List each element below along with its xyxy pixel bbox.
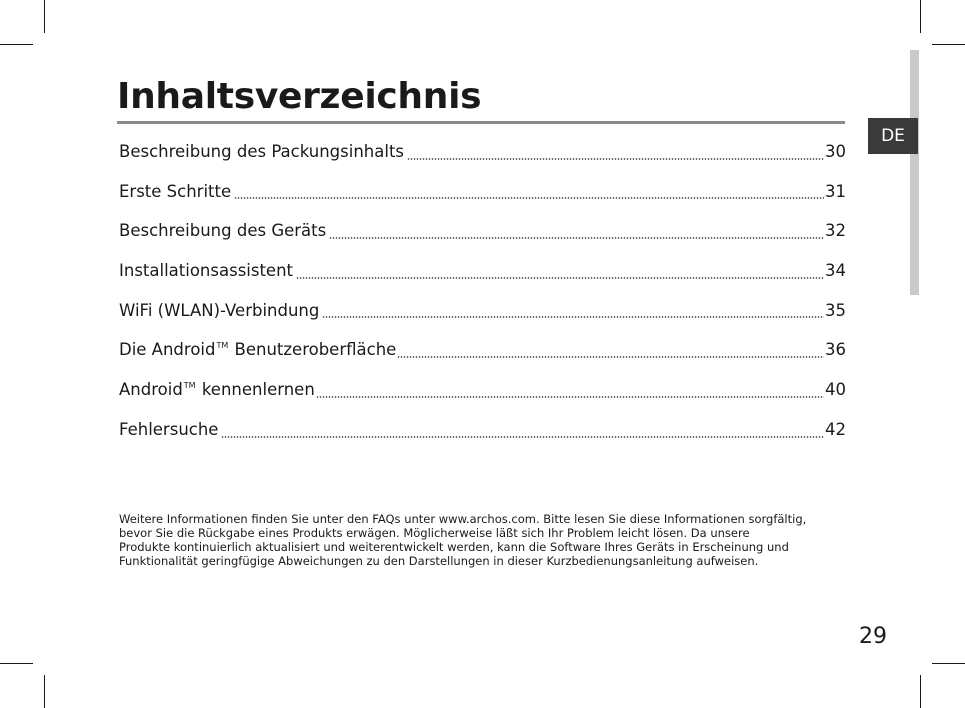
toc-entry[interactable] bbox=[119, 330, 846, 370]
toc-entry-label: Android™ kennenlernen bbox=[119, 380, 315, 400]
toc-entry[interactable] bbox=[119, 251, 846, 291]
dot-leader bbox=[407, 158, 824, 160]
crop-mark bbox=[932, 44, 965, 45]
title-divider bbox=[117, 121, 845, 124]
crop-mark bbox=[0, 663, 33, 664]
toc-entry[interactable] bbox=[119, 370, 846, 410]
info-note bbox=[119, 512, 849, 568]
note-line: Weitere Informationen finden Sie unter den FAQs unter www.archos.com. Bitte lesen Sie diese Informationen sorgfältig, bbox=[119, 512, 807, 526]
toc-entry[interactable] bbox=[119, 132, 846, 172]
toc-entry-page: 42 bbox=[825, 419, 846, 439]
language-tab: DE bbox=[868, 118, 918, 154]
toc-entry-label: WiFi (WLAN)-Verbindung bbox=[119, 300, 320, 320]
toc-entry-label: Beschreibung des Geräts bbox=[119, 221, 327, 241]
crop-mark bbox=[0, 44, 33, 45]
crop-mark bbox=[44, 0, 45, 33]
toc-entry-page: 32 bbox=[825, 221, 846, 241]
toc-entry[interactable] bbox=[119, 172, 846, 212]
page-title: Inhaltsverzeichnis bbox=[117, 76, 482, 117]
toc-entry-label: Erste Schritte bbox=[119, 181, 232, 201]
toc-entry-page: 40 bbox=[825, 380, 846, 400]
toc-entry[interactable] bbox=[119, 410, 846, 450]
toc-entry-label: Installationsassistent bbox=[119, 261, 294, 281]
crop-mark bbox=[920, 675, 921, 708]
toc-entry[interactable] bbox=[119, 291, 846, 331]
toc-entry-page: 36 bbox=[825, 340, 846, 360]
dot-leader bbox=[397, 356, 824, 358]
toc-entry[interactable] bbox=[119, 211, 846, 251]
page-number: 29 bbox=[859, 624, 887, 649]
dot-leader bbox=[316, 396, 824, 398]
dot-leader bbox=[322, 316, 824, 318]
toc-entry-page: 30 bbox=[825, 142, 846, 161]
dot-leader bbox=[221, 436, 824, 438]
toc-entry-label: Fehlersuche bbox=[119, 419, 219, 439]
crop-mark bbox=[920, 0, 921, 33]
toc-entry-page: 35 bbox=[825, 300, 846, 320]
note-line: bevor Sie die Rückgabe eines Produkts erwägen. Möglicherweise läßt sich Ihr Problem leicht lösen. Da unsere bbox=[119, 526, 750, 540]
table-of-contents bbox=[119, 132, 846, 450]
note-line: Funktionalität geringfügige Abweichungen zu den Darstellungen in dieser Kurzbedienungsanleitung aufweisen. bbox=[119, 554, 759, 568]
side-index-bar bbox=[910, 50, 919, 295]
note-line: Produkte kontinuierlich aktualisiert und weiterentwickelt werden, kann die Software Ihres Geräts in Erscheinung und bbox=[119, 540, 789, 554]
dot-leader bbox=[234, 197, 824, 199]
crop-mark bbox=[44, 675, 45, 708]
toc-entry-label: Beschreibung des Packungsinhalts bbox=[119, 142, 405, 161]
dot-leader bbox=[329, 237, 824, 239]
crop-mark bbox=[932, 663, 965, 664]
dot-leader bbox=[296, 277, 824, 279]
toc-entry-label: Die Android™ Benutzeroberfläche bbox=[119, 340, 397, 360]
toc-entry-page: 34 bbox=[825, 261, 846, 281]
toc-entry-page: 31 bbox=[825, 181, 846, 201]
